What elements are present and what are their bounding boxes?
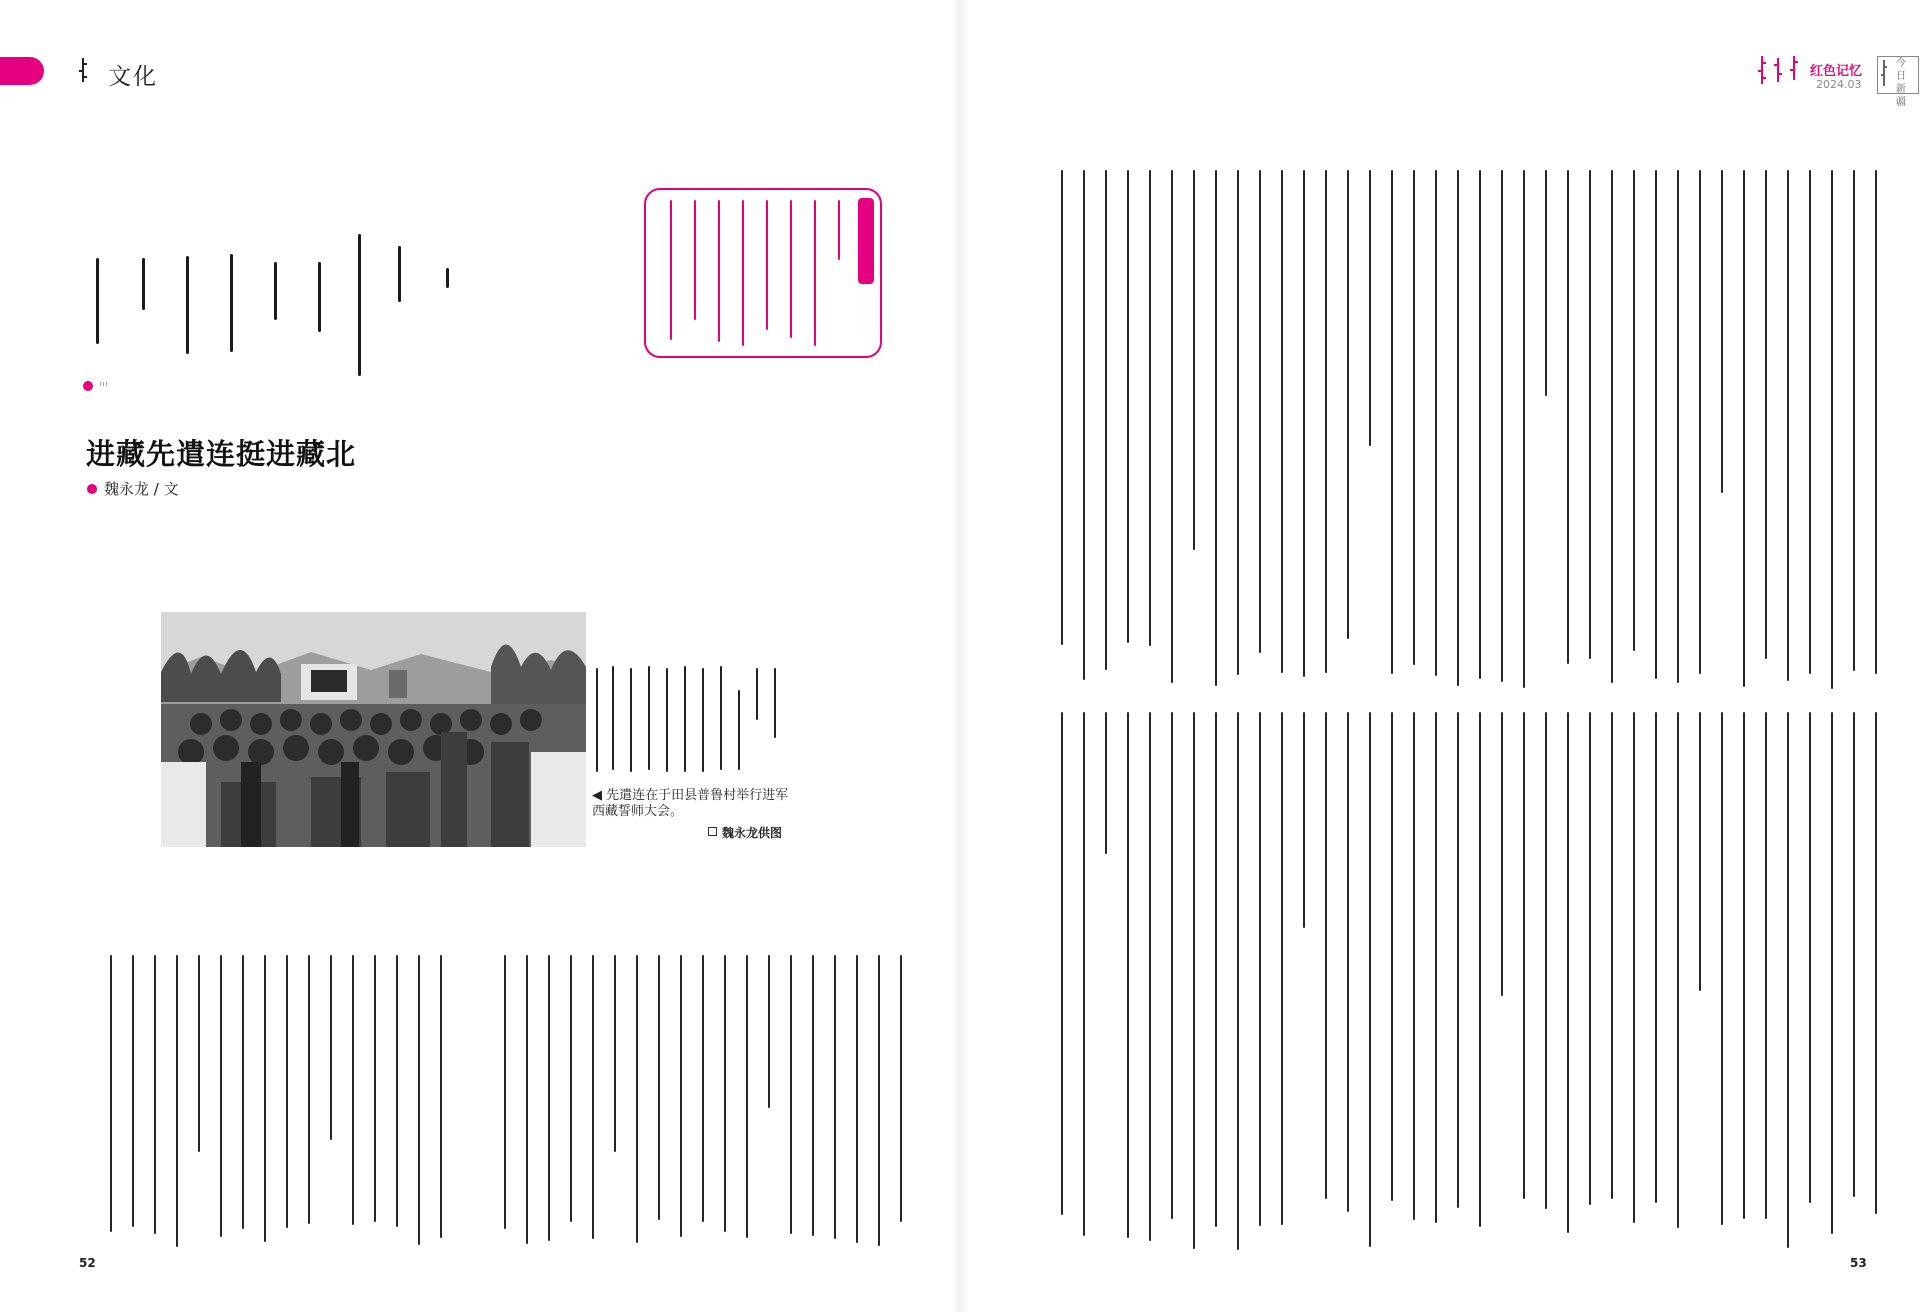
photo-credit: 魏永龙供图 (722, 826, 783, 840)
body-text-line (570, 955, 572, 1222)
body-text-line (418, 955, 420, 1245)
body-text-line (1171, 170, 1173, 683)
body-text-line (614, 955, 616, 1152)
page-number-right: 53 (1850, 1256, 1867, 1270)
article-byline: 魏永龙 / 文 (104, 480, 179, 498)
mongolian-title-line (318, 262, 321, 332)
section-title: 文化 (108, 64, 158, 90)
body-text-line (878, 955, 880, 1246)
body-text-line (1787, 170, 1789, 681)
body-text-line (1435, 170, 1437, 676)
body-text-line (1721, 712, 1723, 1225)
header-mongolian-script (1757, 56, 1767, 84)
body-text-line (308, 955, 310, 1224)
body-text-line (1149, 712, 1151, 1241)
mongolian-title-line (398, 246, 401, 302)
body-text-line (264, 955, 266, 1242)
mongolian-title-line (446, 268, 449, 288)
body-text-line (900, 955, 902, 1222)
caption-mongolian-line (720, 666, 722, 770)
body-text-line (352, 955, 354, 1225)
body-text-line (548, 955, 550, 1241)
body-text-line (1831, 712, 1833, 1234)
summary-text-line (694, 200, 696, 320)
body-text-line (396, 955, 398, 1227)
body-text-line (658, 955, 660, 1220)
body-text-line (1237, 712, 1239, 1250)
body-text-line (1501, 170, 1503, 682)
body-text-line (1149, 170, 1151, 646)
body-text-line (592, 955, 594, 1239)
body-text-line (1567, 170, 1569, 664)
body-text-line (1391, 712, 1393, 1201)
caption-mongolian-line (666, 668, 668, 772)
header-mongolian-script (1789, 56, 1799, 84)
body-text-line (286, 955, 288, 1228)
body-text-line (1765, 712, 1767, 1219)
body-text-line (1743, 170, 1745, 687)
body-text-line (1413, 170, 1415, 665)
body-text-line (1853, 712, 1855, 1197)
body-text-line (526, 955, 528, 1244)
body-text-line (1589, 712, 1591, 1205)
body-text-line (1303, 712, 1305, 928)
body-text-line (1105, 712, 1107, 854)
body-text-line (1655, 170, 1657, 679)
body-text-line (834, 955, 836, 1239)
body-text-line (1457, 170, 1459, 686)
body-text-line (1655, 712, 1657, 1203)
caption-mongolian-line (684, 666, 686, 772)
body-text-line (330, 955, 332, 1140)
body-text-line (1787, 712, 1789, 1248)
caption-mongolian-line (648, 666, 650, 770)
body-text-line (1105, 170, 1107, 670)
body-text-line (1677, 712, 1679, 1228)
body-text-line (132, 955, 134, 1227)
body-text-line (1259, 712, 1261, 1226)
caption-mongolian-line (630, 668, 632, 772)
section-mongolian-script (78, 58, 88, 82)
body-text-line (1677, 170, 1679, 683)
body-text-line (1083, 170, 1085, 680)
body-text-line (1611, 712, 1613, 1199)
body-text-line (440, 955, 442, 1238)
body-text-line (1853, 170, 1855, 671)
body-text-line (1347, 712, 1349, 1212)
summary-text-line (718, 200, 720, 342)
mongolian-title-line (142, 258, 145, 310)
body-text-line (1303, 170, 1305, 677)
body-text-line (746, 955, 748, 1238)
article-photo (161, 612, 586, 847)
section-tab-marker (0, 57, 44, 85)
body-text-line (1127, 712, 1129, 1238)
photo-caption: ◀ 先遣连在于田县普鲁村举行进军西藏誓师大会。 (592, 788, 789, 819)
body-text-line (812, 955, 814, 1236)
body-text-line (1325, 712, 1327, 1199)
logo-mongolian-script (1880, 60, 1888, 86)
body-text-line (1523, 712, 1525, 1199)
body-text-line (1633, 712, 1635, 1223)
body-text-line (1875, 170, 1877, 674)
page-gutter (952, 0, 968, 1312)
summary-text-line (670, 200, 672, 340)
body-text-line (1479, 170, 1481, 679)
body-text-line (1589, 170, 1591, 659)
body-text-line (1523, 170, 1525, 688)
caption-mongolian-line (738, 690, 740, 770)
body-text-line (1083, 712, 1085, 1236)
body-text-line (1281, 712, 1283, 1225)
caption-mongolian-line (774, 668, 776, 738)
summary-text-line (742, 200, 744, 346)
body-text-line (636, 955, 638, 1243)
caption-mongolian-line (612, 666, 614, 770)
summary-text-line (766, 200, 768, 330)
mongolian-title-line (274, 262, 277, 320)
summary-text-line (790, 200, 792, 338)
body-text-line (1831, 170, 1833, 689)
body-text-line (242, 955, 244, 1229)
body-text-line (154, 955, 156, 1234)
body-text-line (1061, 170, 1063, 645)
issue-date: 2024.03 (1816, 78, 1862, 91)
body-text-line (1391, 170, 1393, 674)
body-text-line (1501, 712, 1503, 996)
body-text-line (1215, 170, 1217, 686)
body-text-line (1699, 712, 1701, 991)
body-text-line (1479, 712, 1481, 1227)
body-text-line (1325, 170, 1327, 673)
mongolian-title-line (358, 234, 361, 376)
body-text-line (768, 955, 770, 1108)
summary-box (644, 188, 882, 358)
page-number-left: 52 (79, 1256, 96, 1270)
body-text-line (374, 955, 376, 1222)
body-text-line (702, 955, 704, 1222)
kicker-bullet (83, 381, 93, 391)
body-text-line (110, 955, 112, 1232)
body-text-line (1809, 712, 1811, 1203)
caption-mongolian-line (756, 668, 758, 720)
caption-mongolian-line (702, 668, 704, 772)
body-text-line (1369, 170, 1371, 446)
summary-label-tag (858, 198, 874, 284)
body-text-line (1435, 712, 1437, 1223)
body-text-line (680, 955, 682, 1237)
body-text-line (1809, 170, 1811, 674)
body-text-line (1611, 170, 1613, 683)
column-name: 红色记忆 (1810, 64, 1863, 79)
mongolian-title-line (186, 256, 189, 354)
kicker-mongolian-script (100, 372, 108, 396)
body-text-line (1347, 170, 1349, 639)
body-text-line (1567, 712, 1569, 1233)
mongolian-title-line (230, 254, 233, 352)
caption-mongolian-line (596, 668, 598, 772)
body-text-line (220, 955, 222, 1237)
body-text-line (1721, 170, 1723, 493)
body-text-line (1545, 712, 1547, 1209)
body-text-line (1259, 170, 1261, 653)
body-text-line (856, 955, 858, 1243)
body-text-line (1369, 712, 1371, 1247)
body-text-line (1743, 712, 1745, 1219)
body-text-line (1545, 170, 1547, 396)
mongolian-title-line (96, 258, 99, 344)
article-title: 进藏先遣连挺进藏北 (86, 437, 357, 471)
body-text-line (1281, 170, 1283, 673)
body-text-line (1699, 170, 1701, 674)
body-text-line (1237, 170, 1239, 675)
body-text-line (1413, 712, 1415, 1220)
body-text-line (1127, 170, 1129, 643)
summary-text-line (838, 200, 840, 260)
photo-credit-icon (708, 827, 717, 836)
summary-text-line (814, 200, 816, 346)
body-text-line (790, 955, 792, 1234)
header-mongolian-script (1773, 56, 1783, 84)
body-text-line (1457, 712, 1459, 1208)
body-text-line (1875, 712, 1877, 1214)
body-text-line (1171, 712, 1173, 1219)
byline-bullet (87, 484, 97, 494)
body-text-line (724, 955, 726, 1232)
body-text-line (1765, 170, 1767, 659)
body-text-line (1061, 712, 1063, 1215)
body-text-line (176, 955, 178, 1247)
body-text-line (504, 955, 506, 1229)
body-text-line (1193, 170, 1195, 550)
body-text-line (1215, 712, 1217, 1227)
body-text-line (1633, 170, 1635, 651)
body-text-line (1193, 712, 1195, 1249)
body-text-line (198, 955, 200, 1152)
magazine-logo-text: 今日新疆 (1896, 58, 1906, 108)
